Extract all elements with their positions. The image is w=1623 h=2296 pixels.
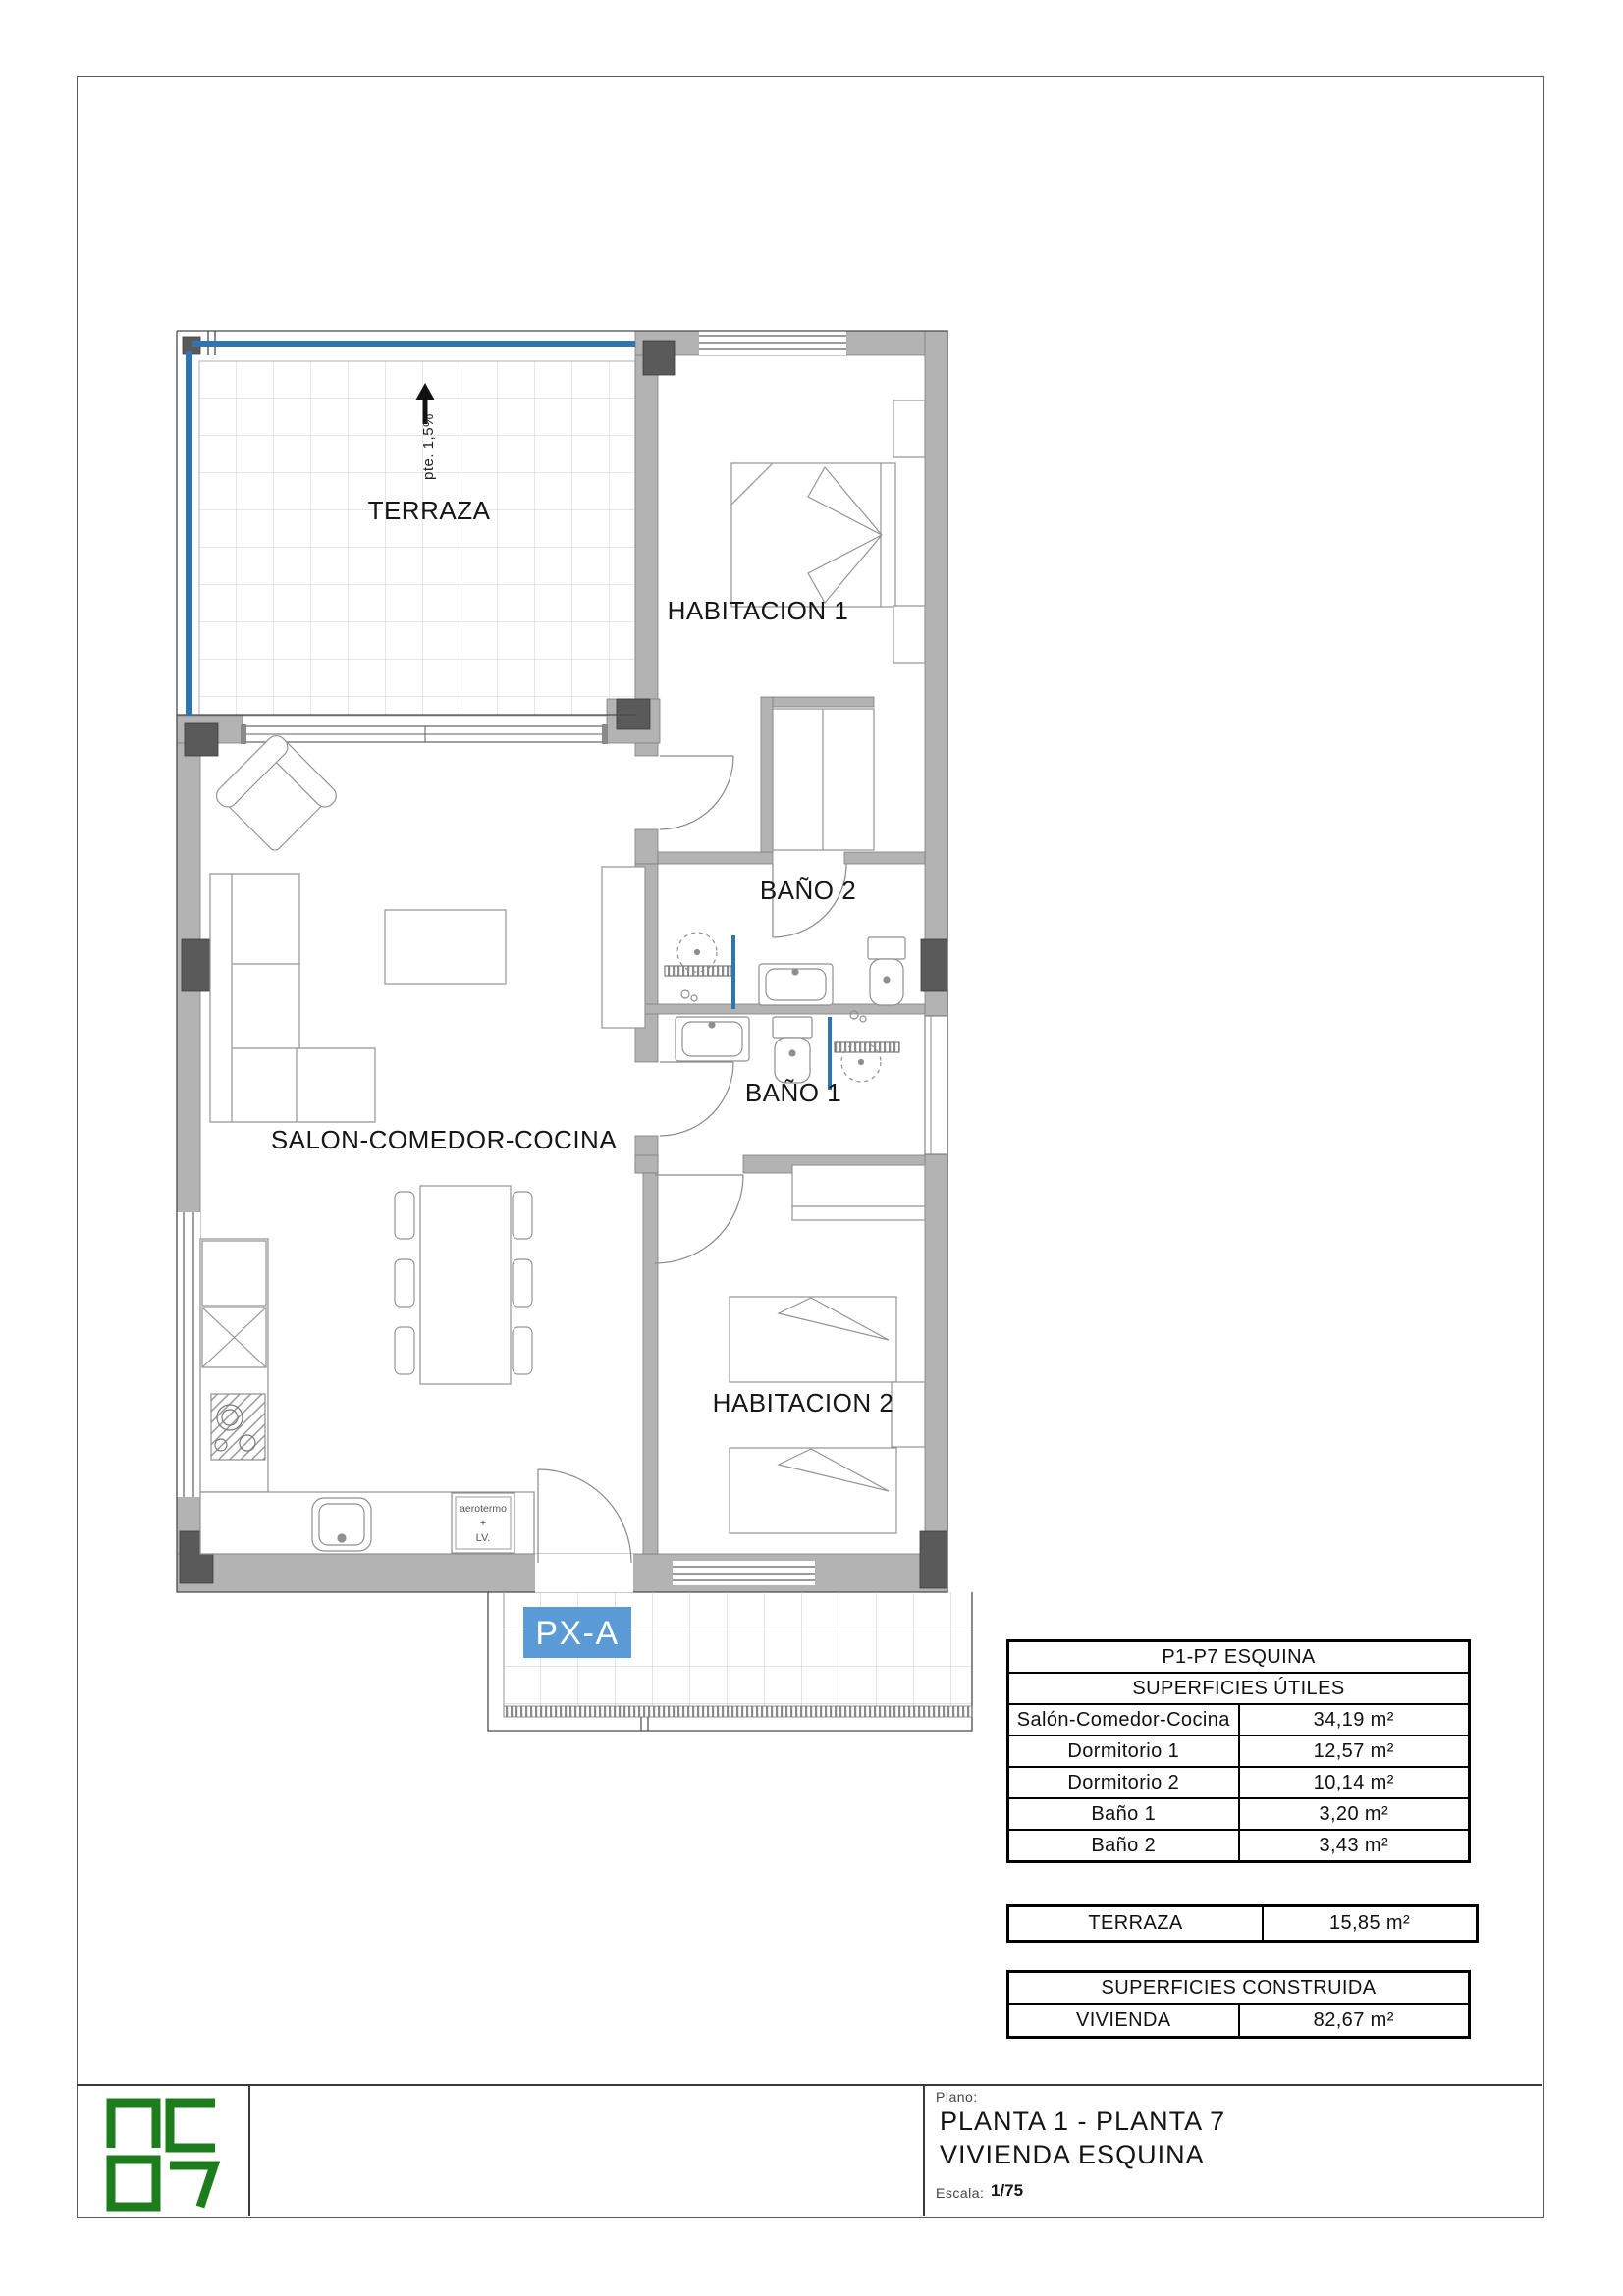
table-row: Baño 1 3,20 m² bbox=[1008, 1798, 1470, 1830]
bedroom1-furniture bbox=[731, 400, 925, 850]
slope-label: pte. 1,5% bbox=[420, 413, 437, 480]
studio-logo-icon bbox=[103, 2097, 226, 2213]
room-label-salon: SALON-COMEDOR-COCINA bbox=[270, 1125, 618, 1154]
table-row: Salón-Comedor-Cocina 34,19 m² bbox=[1008, 1704, 1470, 1735]
room-label-habitacion2: HABITACION 2 bbox=[712, 1388, 894, 1417]
plan-title-line2: VIVIENDA ESQUINA bbox=[940, 2140, 1205, 2169]
armchair bbox=[212, 732, 340, 860]
escala-value: 1/75 bbox=[991, 2181, 1024, 2200]
room-label-terraza: TERRAZA bbox=[367, 496, 491, 525]
svg-text:LV.: LV. bbox=[475, 1532, 491, 1544]
titleblock-divider bbox=[77, 2084, 1542, 2086]
table-row: Dormitorio 1 12,57 m² bbox=[1008, 1735, 1470, 1767]
plano-label: Plano: bbox=[936, 2089, 978, 2105]
table-utiles-header: SUPERFICIES ÚTILES bbox=[1008, 1673, 1470, 1704]
table-construida-header: SUPERFICIES CONSTRUIDA bbox=[1008, 1972, 1470, 2005]
bedroom2-furniture bbox=[730, 1165, 925, 1533]
table-unit-header: P1-P7 ESQUINA bbox=[1008, 1641, 1470, 1674]
table-row: Baño 2 3,43 m² bbox=[1008, 1830, 1470, 1862]
room-label-bano1: BAÑO 1 bbox=[744, 1078, 842, 1107]
svg-text:+: + bbox=[479, 1518, 487, 1529]
plan-title-line1: PLANTA 1 - PLANTA 7 bbox=[940, 2107, 1226, 2136]
table-row: Dormitorio 2 10,14 m² bbox=[1008, 1767, 1470, 1798]
titleblock-vline-2 bbox=[923, 2084, 925, 2216]
escala-label: Escala: bbox=[936, 2185, 985, 2201]
terraza-table bbox=[1006, 1904, 1479, 1943]
table-row: TERRAZA 15,85 m² bbox=[1008, 1906, 1478, 1942]
section-marker-label: PX-A bbox=[535, 1615, 620, 1652]
superficies-utiles-table bbox=[1006, 1639, 1471, 1863]
table-row: VIVIENDA 82,67 m² bbox=[1008, 2004, 1470, 2038]
svg-text:aerotermo: aerotermo bbox=[460, 1503, 507, 1515]
titleblock-vline-1 bbox=[248, 2084, 250, 2216]
section-marker bbox=[523, 1607, 631, 1658]
bathroom2-fixtures bbox=[665, 933, 905, 1009]
superficies-construida-table bbox=[1006, 1970, 1471, 2039]
terraza-floor bbox=[199, 361, 635, 716]
room-label-habitacion1: HABITACION 1 bbox=[667, 596, 849, 625]
room-label-bano2: BAÑO 2 bbox=[759, 876, 857, 905]
living-furniture bbox=[210, 732, 645, 1384]
